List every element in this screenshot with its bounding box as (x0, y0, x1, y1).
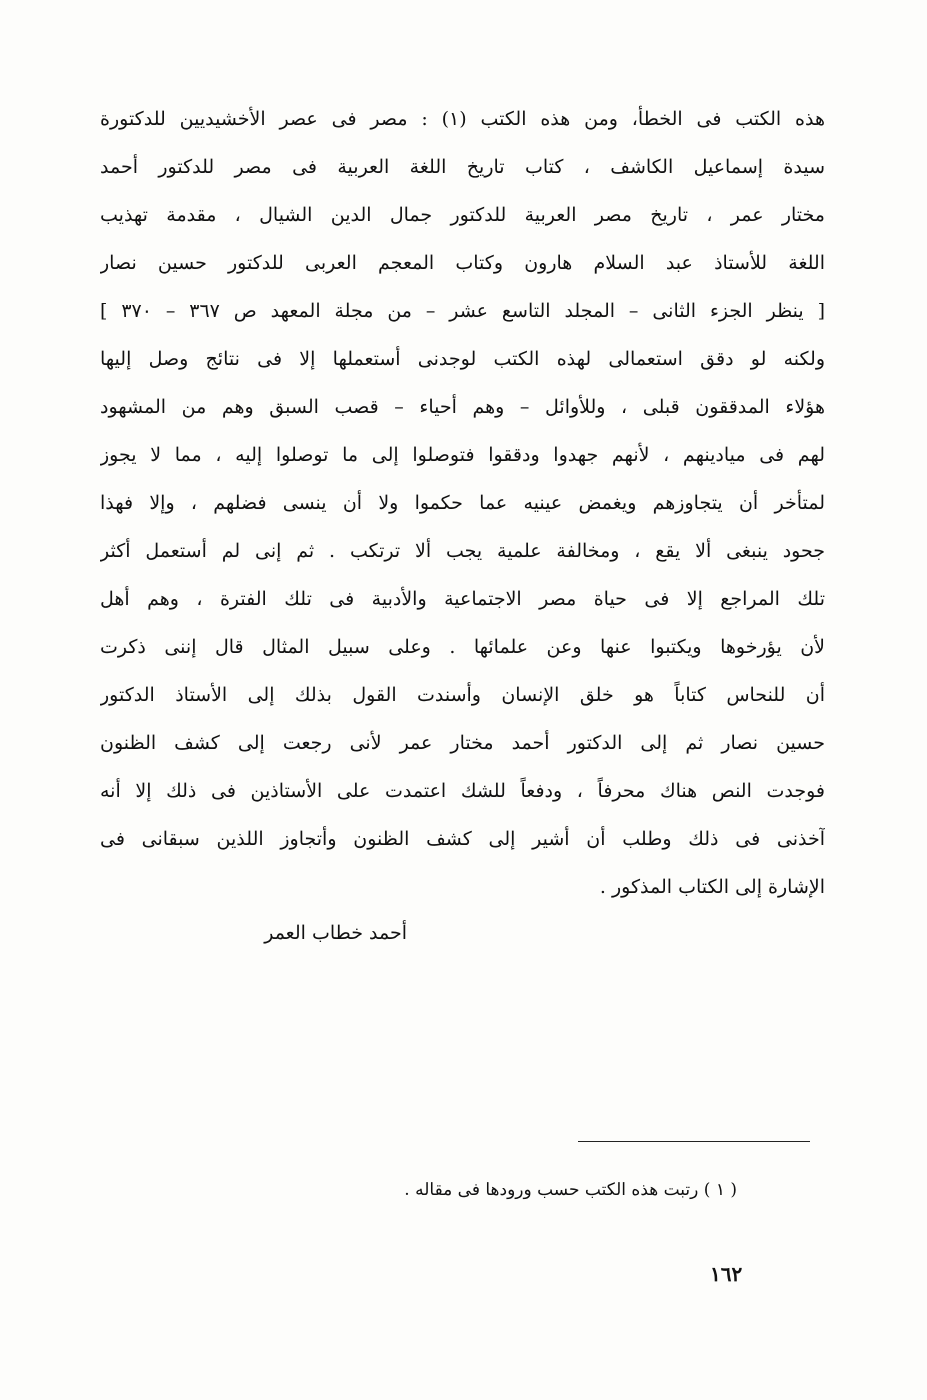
text-line-1: هذه الكتب فى الخطأ، ومن هذه الكتب (١) : مصر فى عصر الأخشيديين للدكتورة (100, 108, 825, 130)
footnote: ( ١ ) رتبت هذه الكتب حسب ورودها فى مقاله . (404, 1180, 737, 1200)
author-signature: أحمد خطاب العمر (264, 922, 407, 944)
text-line-12: لأن يؤرخوها ويكتبوا عنها وعن علمائها . وعلى سبيل المثال قال إننى ذكرت (100, 636, 825, 658)
text-line-2: سيدة إسماعيل الكاشف ، كتاب تاريخ اللغة العربية فى مصر للدكتور أحمد (100, 156, 825, 178)
text-line-16: آخذنى فى ذلك وطلب أن أشير إلى كشف الظنون وأتجاوز اللذين سبقانى فى (100, 828, 825, 850)
text-line-6: ولكنه لو دقق استعمالى لهذه الكتب لوجدنى أستعملها إلا فى نتائج وصل إليها (100, 348, 825, 370)
text-line-7: هؤلاء المدققون قبلى ، وللأوائل – وهم أحياء – قصب السبق وهم من المشهود (100, 396, 825, 418)
text-line-4: اللغة للأستاذ عبد السلام هارون وكتاب المعجم العربى للدكتور حسين نصار (100, 252, 825, 274)
body-text (100, 95, 825, 911)
page-number: ١٦٢ (710, 1262, 743, 1286)
text-line-8: لهم فى ميادينهم ، لأنهم جهدوا ودققوا فتوصلوا إلى ما توصلوا إليه ، مما لا يجوز (100, 444, 825, 466)
text-line-14: حسين نصار ثم إلى الدكتور أحمد مختار عمر لأنى رجعت إلى كشف الظنون (100, 732, 825, 754)
footnote-divider (578, 1141, 810, 1142)
text-line-17: الإشارة إلى الكتاب المذكور . (599, 876, 825, 898)
text-line-10: جحود ينبغى ألا يقع ، ومخالفة علمية يجب ألا ترتكب . ثم إنى لم أستعمل أكثر (100, 540, 825, 562)
text-line-3: مختار عمر ، تاريخ مصر العربية للدكتور جمال الدين الشيال ، مقدمة تهذيب (100, 204, 825, 226)
text-line-5: [ ينظر الجزء الثانى – المجلد التاسع عشر – من مجلة المعهد ص ٣٦٧ – ٣٧٠ ] (100, 300, 825, 322)
text-line-11: تلك المراجع إلا فى حياة مصر الاجتماعية والأدبية فى تلك الفترة ، وهم أهل (100, 588, 825, 610)
text-line-9: لمتأخر أن يتجاوزهم ويغمض عينيه عما حكموا ولا أن ينسى فضلهم ، وإلا فهذا (100, 492, 825, 514)
text-line-15: فوجدت النص هناك محرفاً ، ودفعاً للشك اعتمدت على الأستاذين فى ذلك إلا أنه (100, 780, 825, 802)
text-line-13: أن للنحاس كتاباً هو خلق الإنسان وأسندت القول بذلك إلى الأستاذ الدكتور (100, 684, 825, 706)
